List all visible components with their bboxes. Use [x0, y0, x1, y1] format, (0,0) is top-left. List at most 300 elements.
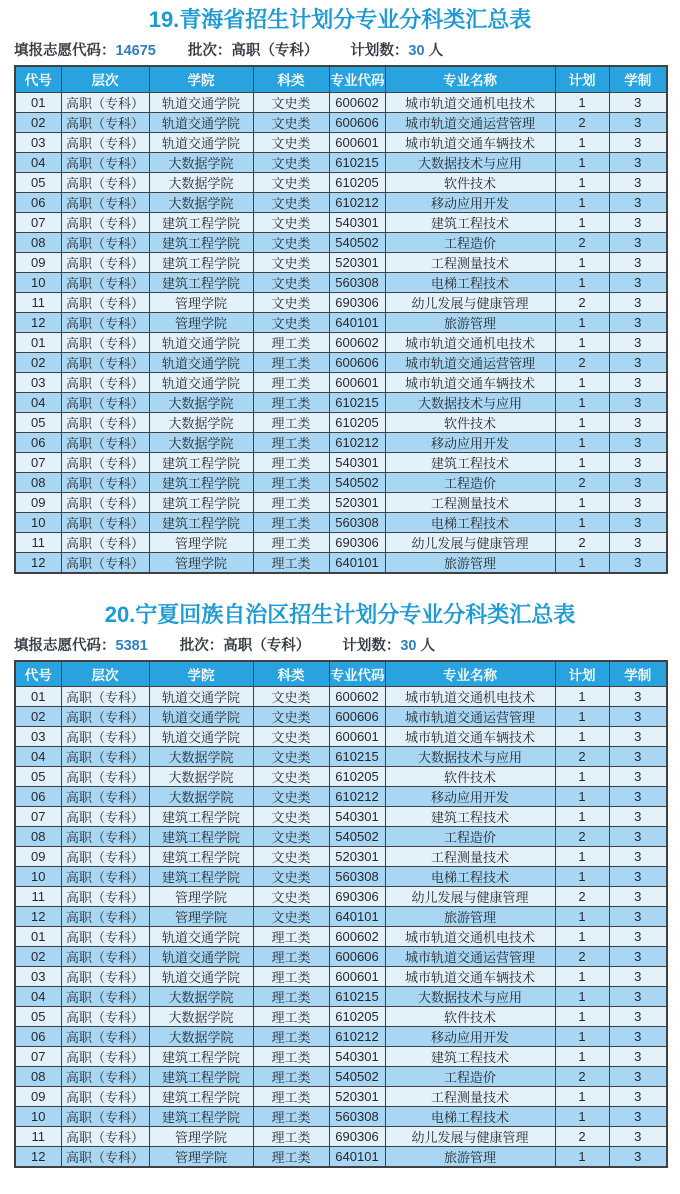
cell: 2	[555, 232, 609, 252]
batch-value: 高职（专科）	[223, 637, 311, 654]
cell: 1	[555, 1027, 609, 1047]
cell: 软件技术	[385, 412, 555, 432]
cell: 3	[609, 472, 667, 492]
column-header: 学院	[149, 661, 253, 687]
cell: 560308	[329, 867, 385, 887]
cell: 城市轨道交通车辆技术	[385, 132, 555, 152]
cell: 540502	[329, 827, 385, 847]
cell: 600601	[329, 372, 385, 392]
cell: 大数据学院	[149, 412, 253, 432]
cell: 幼儿发展与健康管理	[385, 532, 555, 552]
cell: 轨道交通学院	[149, 727, 253, 747]
section-ningxia	[0, 600, 680, 1169]
cell: 03	[15, 132, 61, 152]
cell: 3	[609, 172, 667, 192]
volunteer-code-value: 5381	[115, 637, 148, 654]
cell: 工程造价	[385, 827, 555, 847]
cell: 1	[555, 392, 609, 412]
cell: 高职（专科）	[61, 172, 149, 192]
cell: 610215	[329, 987, 385, 1007]
table-row	[15, 927, 667, 947]
cell: 600601	[329, 967, 385, 987]
cell: 08	[15, 1067, 61, 1087]
cell: 690306	[329, 887, 385, 907]
cell: 文史类	[253, 867, 329, 887]
cell: 高职（专科）	[61, 232, 149, 252]
cell: 理工类	[253, 532, 329, 552]
cell: 大数据学院	[149, 152, 253, 172]
table-row	[15, 532, 667, 552]
table-row	[15, 152, 667, 172]
table-row	[15, 132, 667, 152]
table-row	[15, 1127, 667, 1147]
cell: 轨道交通学院	[149, 707, 253, 727]
cell: 高职（专科）	[61, 867, 149, 887]
cell: 高职（专科）	[61, 707, 149, 727]
cell: 06	[15, 1027, 61, 1047]
cell: 11	[15, 887, 61, 907]
table-row	[15, 332, 667, 352]
cell: 3	[609, 867, 667, 887]
cell: 建筑工程学院	[149, 252, 253, 272]
cell: 610212	[329, 432, 385, 452]
section-qinghai	[0, 0, 680, 574]
cell: 高职（专科）	[61, 352, 149, 372]
cell: 3	[609, 1127, 667, 1147]
cell: 03	[15, 967, 61, 987]
column-header: 科类	[253, 661, 329, 687]
cell: 3	[609, 967, 667, 987]
cell: 建筑工程学院	[149, 272, 253, 292]
cell: 建筑工程学院	[149, 212, 253, 232]
cell: 3	[609, 707, 667, 727]
cell: 1	[555, 272, 609, 292]
cell: 3	[609, 1007, 667, 1027]
cell: 12	[15, 312, 61, 332]
cell: 移动应用开发	[385, 1027, 555, 1047]
column-header: 层次	[61, 66, 149, 92]
cell: 3	[609, 392, 667, 412]
plan-count-label: 计划数：	[342, 637, 401, 654]
cell: 建筑工程技术	[385, 452, 555, 472]
cell: 600602	[329, 687, 385, 707]
cell: 高职（专科）	[61, 887, 149, 907]
cell: 建筑工程学院	[149, 1087, 253, 1107]
cell: 建筑工程学院	[149, 232, 253, 252]
table-row	[15, 727, 667, 747]
cell: 高职（专科）	[61, 432, 149, 452]
plan-count-value: 30	[400, 637, 417, 654]
cell: 建筑工程学院	[149, 472, 253, 492]
cell: 高职（专科）	[61, 1147, 149, 1168]
cell: 高职（专科）	[61, 312, 149, 332]
cell: 1	[555, 767, 609, 787]
cell: 高职（专科）	[61, 132, 149, 152]
cell: 软件技术	[385, 172, 555, 192]
cell: 600601	[329, 132, 385, 152]
cell: 轨道交通学院	[149, 92, 253, 112]
cell: 610215	[329, 747, 385, 767]
cell: 3	[609, 532, 667, 552]
table-row	[15, 807, 667, 827]
cell: 文史类	[253, 707, 329, 727]
cell: 高职（专科）	[61, 532, 149, 552]
cell: 560308	[329, 272, 385, 292]
cell: 1	[555, 372, 609, 392]
cell: 600601	[329, 727, 385, 747]
cell: 高职（专科）	[61, 947, 149, 967]
cell: 理工类	[253, 987, 329, 1007]
table-row	[15, 747, 667, 767]
cell: 理工类	[253, 332, 329, 352]
cell: 文史类	[253, 252, 329, 272]
cell: 690306	[329, 532, 385, 552]
column-header: 计划	[555, 661, 609, 687]
cell: 3	[609, 907, 667, 927]
cell: 理工类	[253, 1127, 329, 1147]
cell: 轨道交通学院	[149, 332, 253, 352]
cell: 高职（专科）	[61, 1047, 149, 1067]
cell: 1	[555, 847, 609, 867]
cell: 文史类	[253, 807, 329, 827]
section-title-qinghai: 19.青海省招生计划分专业分科类汇总表	[148, 7, 532, 32]
cell: 文史类	[253, 272, 329, 292]
cell: 610205	[329, 412, 385, 432]
cell: 600602	[329, 927, 385, 947]
table-row	[15, 687, 667, 707]
cell: 建筑工程学院	[149, 867, 253, 887]
cell: 3	[609, 787, 667, 807]
table-row	[15, 867, 667, 887]
cell: 640101	[329, 312, 385, 332]
cell: 1	[555, 252, 609, 272]
cell: 520301	[329, 847, 385, 867]
cell: 640101	[329, 907, 385, 927]
cell: 3	[609, 807, 667, 827]
cell: 高职（专科）	[61, 212, 149, 232]
cell: 大数据学院	[149, 172, 253, 192]
cell: 1	[555, 807, 609, 827]
cell: 1	[555, 212, 609, 232]
plan-table-ningxia	[14, 660, 668, 1169]
cell: 2	[555, 472, 609, 492]
cell: 1	[555, 512, 609, 532]
table-row	[15, 252, 667, 272]
cell: 工程测量技术	[385, 252, 555, 272]
cell: 3	[609, 847, 667, 867]
cell: 城市轨道交通机电技术	[385, 927, 555, 947]
table-row	[15, 1087, 667, 1107]
cell: 管理学院	[149, 1147, 253, 1168]
cell: 文史类	[253, 847, 329, 867]
cell: 理工类	[253, 372, 329, 392]
cell: 工程测量技术	[385, 492, 555, 512]
cell: 600606	[329, 707, 385, 727]
cell: 02	[15, 112, 61, 132]
table-row	[15, 707, 667, 727]
cell: 1	[555, 432, 609, 452]
cell: 1	[555, 452, 609, 472]
table-row	[15, 272, 667, 292]
cell: 高职（专科）	[61, 332, 149, 352]
cell: 610205	[329, 172, 385, 192]
cell: 城市轨道交通车辆技术	[385, 967, 555, 987]
cell: 09	[15, 1087, 61, 1107]
cell: 建筑工程学院	[149, 1047, 253, 1067]
cell: 3	[609, 987, 667, 1007]
table-row	[15, 292, 667, 312]
cell: 01	[15, 92, 61, 112]
cell: 3	[609, 112, 667, 132]
plan-count-value: 30	[408, 43, 425, 59]
table-row	[15, 887, 667, 907]
cell: 600606	[329, 112, 385, 132]
cell: 01	[15, 332, 61, 352]
cell: 高职（专科）	[61, 552, 149, 573]
info-line-ningxia	[14, 638, 680, 655]
table-row	[15, 432, 667, 452]
cell: 高职（专科）	[61, 392, 149, 412]
cell: 600606	[329, 352, 385, 372]
cell: 05	[15, 412, 61, 432]
cell: 610212	[329, 787, 385, 807]
column-header: 学制	[609, 66, 667, 92]
plan-count-label: 计划数：	[350, 43, 409, 59]
cell: 3	[609, 292, 667, 312]
table-row	[15, 767, 667, 787]
cell: 1	[555, 1007, 609, 1027]
cell: 1	[555, 927, 609, 947]
cell: 690306	[329, 1127, 385, 1147]
cell: 02	[15, 352, 61, 372]
plan-count-group	[350, 43, 443, 59]
cell: 520301	[329, 252, 385, 272]
cell: 建筑工程学院	[149, 512, 253, 532]
cell: 轨道交通学院	[149, 352, 253, 372]
cell: 文史类	[253, 907, 329, 927]
cell: 理工类	[253, 1027, 329, 1047]
cell: 2	[555, 947, 609, 967]
cell: 管理学院	[149, 532, 253, 552]
column-header: 专业名称	[385, 66, 555, 92]
cell: 城市轨道交通运营管理	[385, 947, 555, 967]
cell: 05	[15, 1007, 61, 1027]
cell: 3	[609, 747, 667, 767]
cell: 3	[609, 727, 667, 747]
column-header: 专业名称	[385, 661, 555, 687]
cell: 08	[15, 827, 61, 847]
cell: 大数据学院	[149, 987, 253, 1007]
cell: 3	[609, 887, 667, 907]
cell: 文史类	[253, 827, 329, 847]
column-header: 专业代码	[329, 661, 385, 687]
cell: 1	[555, 867, 609, 887]
cell: 1	[555, 412, 609, 432]
batch-value: 高职（专科）	[231, 43, 319, 59]
cell: 03	[15, 372, 61, 392]
cell: 高职（专科）	[61, 1027, 149, 1047]
cell: 560308	[329, 512, 385, 532]
table-row	[15, 1147, 667, 1168]
cell: 1	[555, 492, 609, 512]
cell: 610205	[329, 767, 385, 787]
cell: 高职（专科）	[61, 767, 149, 787]
cell: 大数据技术与应用	[385, 987, 555, 1007]
cell: 大数据技术与应用	[385, 392, 555, 412]
cell: 幼儿发展与健康管理	[385, 887, 555, 907]
cell: 轨道交通学院	[149, 947, 253, 967]
cell: 600602	[329, 332, 385, 352]
cell: 610215	[329, 392, 385, 412]
cell: 管理学院	[149, 292, 253, 312]
cell: 3	[609, 687, 667, 707]
column-header: 层次	[61, 661, 149, 687]
cell: 电梯工程技术	[385, 867, 555, 887]
cell: 3	[609, 332, 667, 352]
cell: 3	[609, 552, 667, 573]
column-header: 专业代码	[329, 66, 385, 92]
cell: 高职（专科）	[61, 727, 149, 747]
cell: 高职（专科）	[61, 412, 149, 432]
cell: 11	[15, 532, 61, 552]
cell: 2	[555, 1127, 609, 1147]
cell: 11	[15, 1127, 61, 1147]
cell: 理工类	[253, 967, 329, 987]
cell: 旅游管理	[385, 1147, 555, 1168]
cell: 1	[555, 312, 609, 332]
cell: 08	[15, 472, 61, 492]
batch-label: 批次：	[187, 43, 232, 59]
cell: 理工类	[253, 1067, 329, 1087]
cell: 大数据学院	[149, 767, 253, 787]
cell: 2	[555, 1067, 609, 1087]
cell: 07	[15, 212, 61, 232]
cell: 管理学院	[149, 1127, 253, 1147]
table-row	[15, 212, 667, 232]
cell: 理工类	[253, 1007, 329, 1027]
cell: 文史类	[253, 92, 329, 112]
cell: 理工类	[253, 392, 329, 412]
cell: 1	[555, 1087, 609, 1107]
cell: 1	[555, 92, 609, 112]
volunteer-code-group	[14, 43, 156, 59]
cell: 高职（专科）	[61, 1007, 149, 1027]
cell: 高职（专科）	[61, 967, 149, 987]
section-title-ningxia: 20.宁夏回族自治区招生计划分专业分科类汇总表	[104, 601, 576, 627]
cell: 城市轨道交通运营管理	[385, 112, 555, 132]
cell: 610205	[329, 1007, 385, 1027]
cell: 610212	[329, 192, 385, 212]
cell: 大数据学院	[149, 1027, 253, 1047]
cell: 04	[15, 152, 61, 172]
cell: 03	[15, 727, 61, 747]
plan-count-unit: 人	[420, 637, 435, 654]
cell: 理工类	[253, 1047, 329, 1067]
cell: 540301	[329, 212, 385, 232]
table-row	[15, 312, 667, 332]
cell: 2	[555, 887, 609, 907]
cell: 1	[555, 907, 609, 927]
cell: 大数据学院	[149, 432, 253, 452]
cell: 3	[609, 312, 667, 332]
cell: 建筑工程学院	[149, 1067, 253, 1087]
cell: 大数据学院	[149, 747, 253, 767]
cell: 3	[609, 1087, 667, 1107]
cell: 高职（专科）	[61, 687, 149, 707]
column-header: 科类	[253, 66, 329, 92]
cell: 高职（专科）	[61, 512, 149, 532]
table-row	[15, 492, 667, 512]
column-header: 学院	[149, 66, 253, 92]
table-row	[15, 1027, 667, 1047]
cell: 工程造价	[385, 1067, 555, 1087]
cell: 690306	[329, 292, 385, 312]
cell: 3	[609, 767, 667, 787]
cell: 轨道交通学院	[149, 927, 253, 947]
volunteer-code-group	[14, 638, 148, 654]
cell: 理工类	[253, 1087, 329, 1107]
cell: 高职（专科）	[61, 292, 149, 312]
cell: 高职（专科）	[61, 927, 149, 947]
cell: 640101	[329, 552, 385, 573]
cell: 城市轨道交通车辆技术	[385, 372, 555, 392]
info-line-qinghai	[14, 43, 680, 60]
cell: 城市轨道交通机电技术	[385, 92, 555, 112]
cell: 轨道交通学院	[149, 132, 253, 152]
table-row	[15, 472, 667, 492]
cell: 04	[15, 987, 61, 1007]
cell: 1	[555, 172, 609, 192]
cell: 高职（专科）	[61, 92, 149, 112]
cell: 管理学院	[149, 552, 253, 573]
cell: 1	[555, 707, 609, 727]
cell: 旅游管理	[385, 312, 555, 332]
cell: 1	[555, 332, 609, 352]
cell: 电梯工程技术	[385, 272, 555, 292]
cell: 文史类	[253, 687, 329, 707]
cell: 02	[15, 707, 61, 727]
cell: 理工类	[253, 472, 329, 492]
cell: 3	[609, 1067, 667, 1087]
cell: 高职（专科）	[61, 1067, 149, 1087]
cell: 高职（专科）	[61, 907, 149, 927]
cell: 文史类	[253, 887, 329, 907]
cell: 软件技术	[385, 767, 555, 787]
column-header: 计划	[555, 66, 609, 92]
cell: 移动应用开发	[385, 192, 555, 212]
cell: 理工类	[253, 492, 329, 512]
cell: 05	[15, 767, 61, 787]
table-row	[15, 452, 667, 472]
header-row	[15, 661, 667, 687]
cell: 大数据学院	[149, 1007, 253, 1027]
cell: 高职（专科）	[61, 272, 149, 292]
cell: 高职（专科）	[61, 192, 149, 212]
cell: 540301	[329, 1047, 385, 1067]
cell: 3	[609, 492, 667, 512]
cell: 1	[555, 967, 609, 987]
cell: 理工类	[253, 512, 329, 532]
column-header: 代号	[15, 66, 61, 92]
cell: 06	[15, 787, 61, 807]
cell: 12	[15, 1147, 61, 1168]
cell: 1	[555, 987, 609, 1007]
cell: 大数据学院	[149, 192, 253, 212]
cell: 07	[15, 807, 61, 827]
cell: 工程测量技术	[385, 1087, 555, 1107]
cell: 06	[15, 432, 61, 452]
cell: 3	[609, 512, 667, 532]
